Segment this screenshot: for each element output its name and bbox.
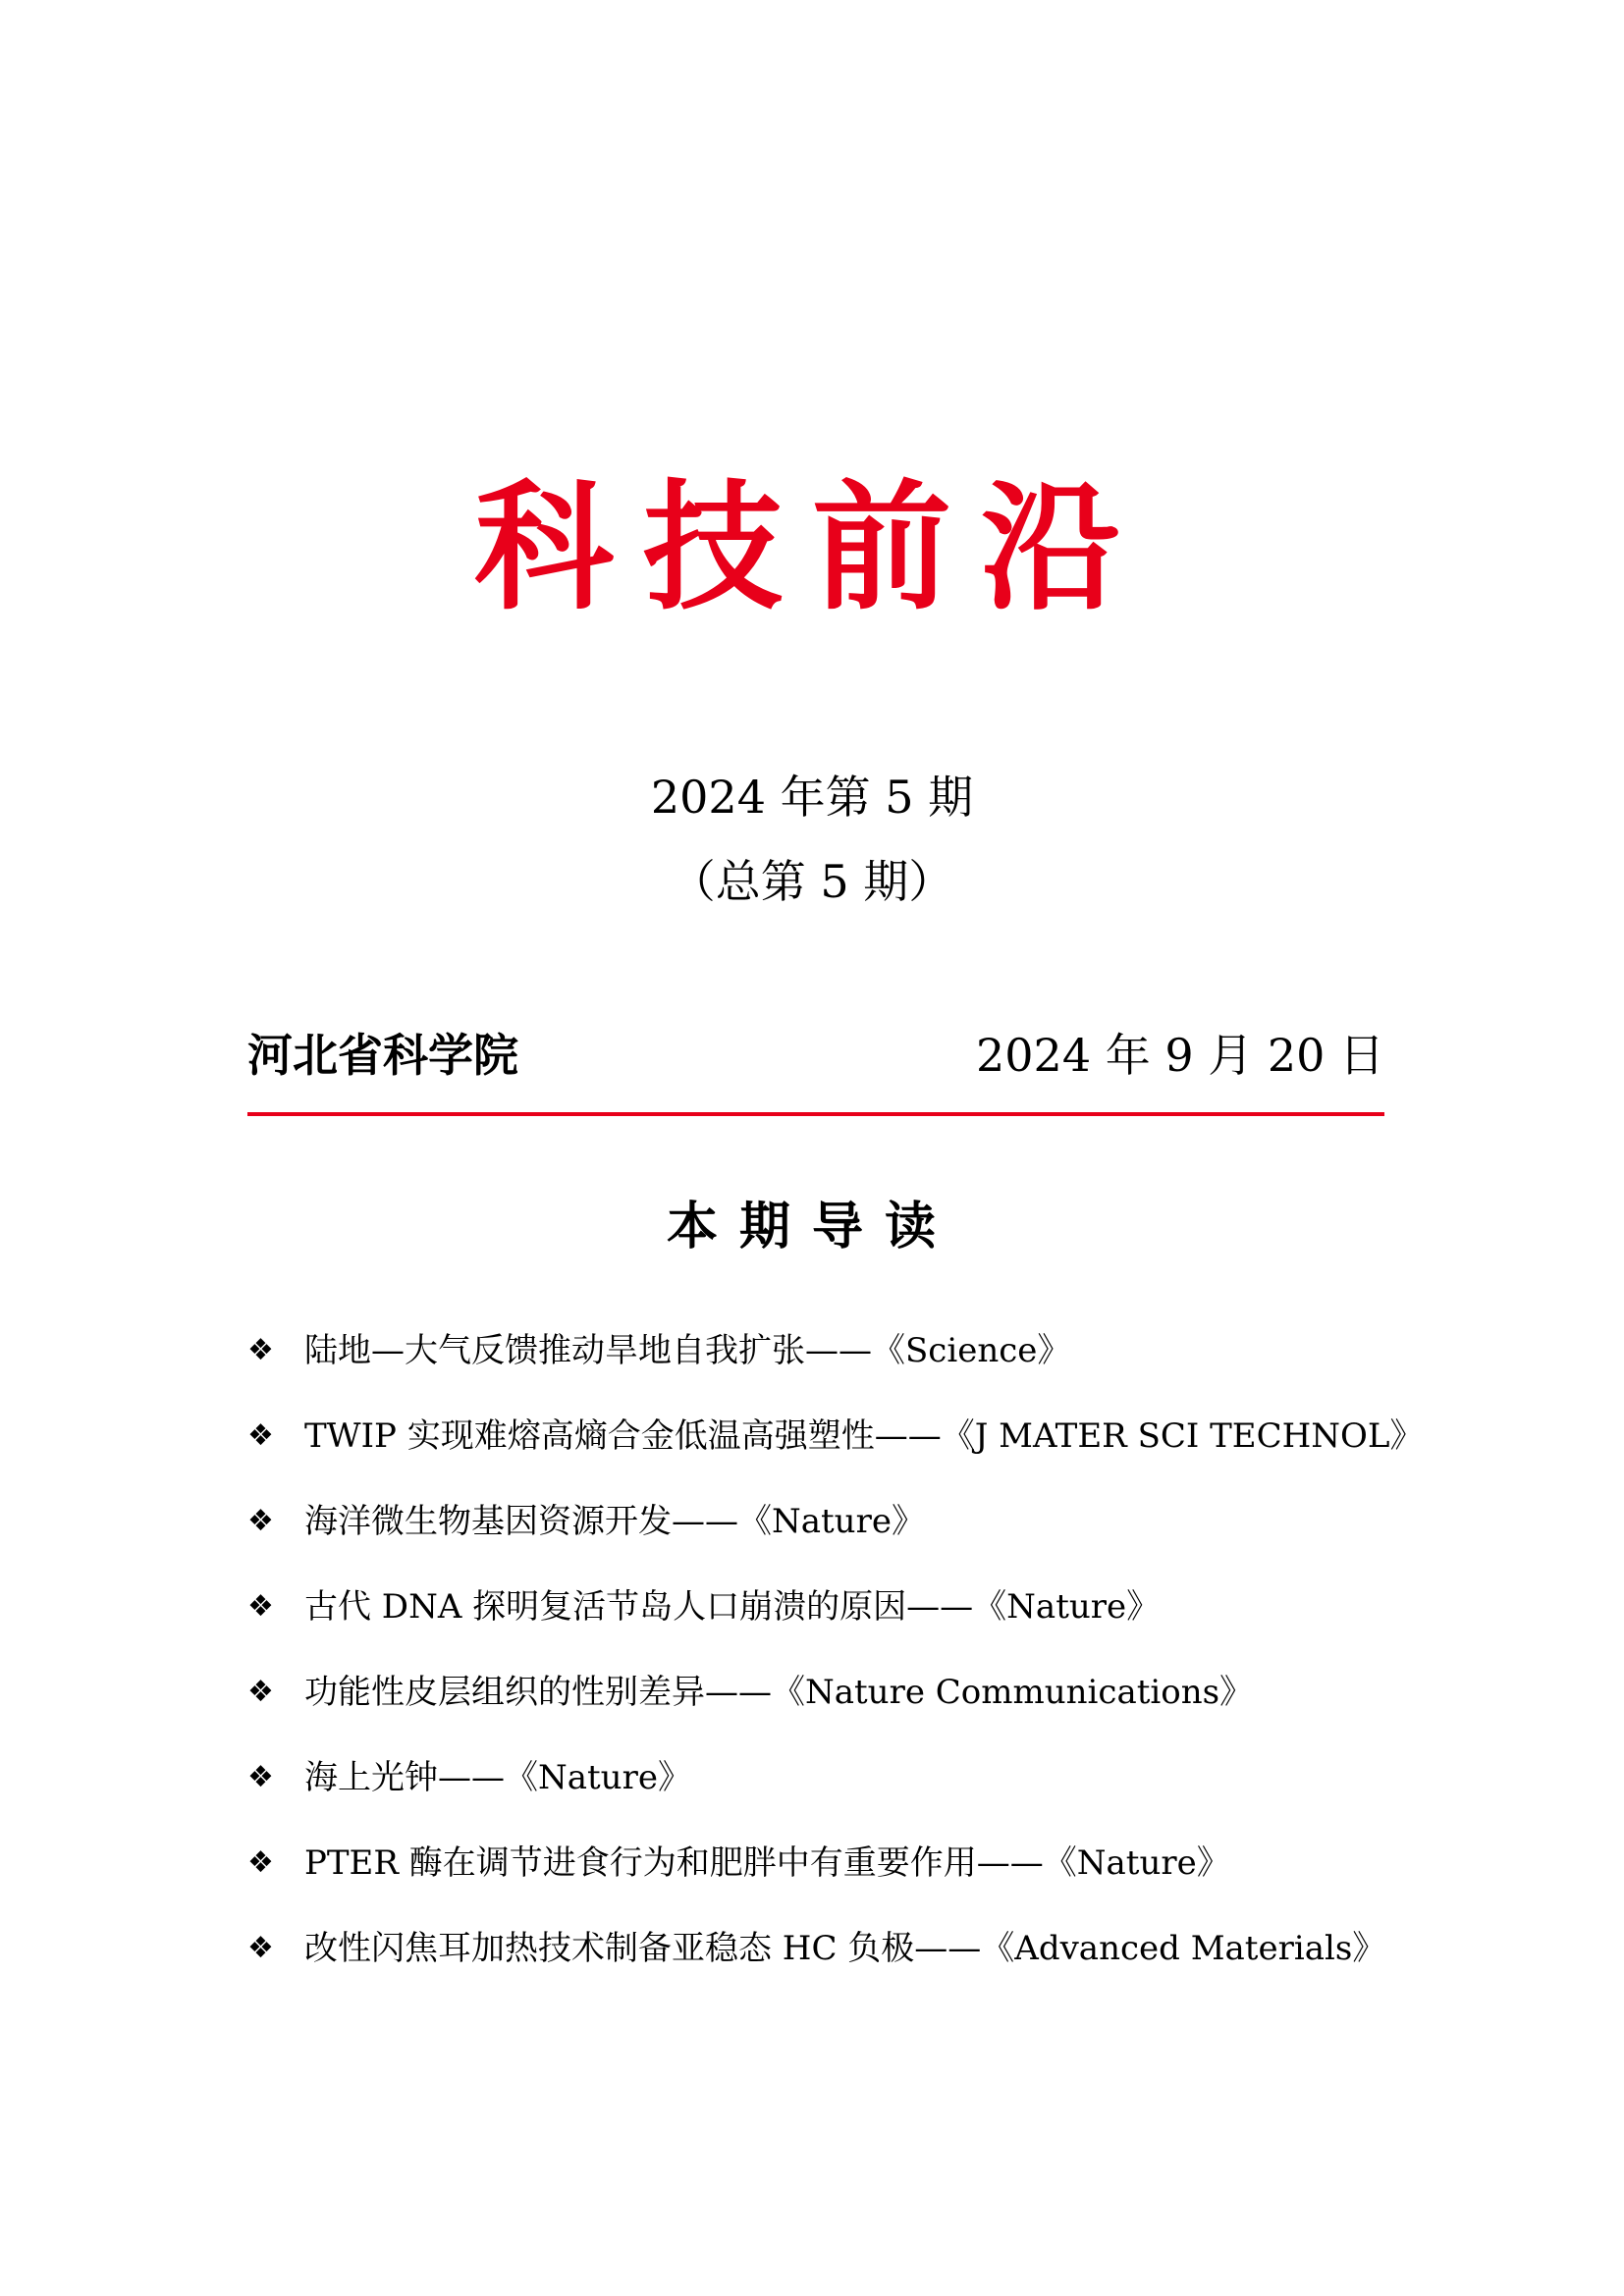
diamond-bullet-icon: ❖ (247, 1760, 274, 1794)
red-divider (247, 1112, 1384, 1116)
publisher-row (247, 1026, 1384, 1085)
diamond-bullet-icon: ❖ (247, 1504, 274, 1538)
list-item (247, 1577, 1384, 1663)
toc-item-text: 海上光钟——《Nature》 (304, 1758, 691, 1797)
publish-date: 2024 年 9 月 20 日 (976, 1029, 1384, 1082)
issue-number: 2024 年第 5 期 (650, 771, 974, 824)
list-item (247, 1407, 1424, 1492)
list-item (247, 1663, 1384, 1748)
toc-item-text: 古代 DNA 探明复活节岛人口崩溃的原因——《Nature》 (304, 1587, 1161, 1627)
list-item (247, 1748, 1384, 1834)
diamond-bullet-icon: ❖ (247, 1845, 274, 1880)
toc-item-text: PTER 酶在调节进食行为和肥胖中有重要作用——《Nature》 (304, 1843, 1230, 1883)
section-title: 本期导读 (666, 1197, 957, 1256)
toc-item-text: TWIP 实现难熔高熵合金低温高强塑性——《J MATER SCI TECHNOL》 (304, 1416, 1424, 1456)
list-item (247, 1919, 1384, 2004)
diamond-bullet-icon: ❖ (247, 1418, 274, 1453)
publisher-org: 河北省科学院 (247, 1029, 518, 1082)
diamond-bullet-icon: ❖ (247, 1589, 274, 1624)
issue-total-number: （总第 5 期） (670, 855, 954, 908)
toc-item-text: 陆地—大气反馈推动旱地自我扩张——《Science》 (304, 1331, 1071, 1370)
toc-item-text: 改性闪焦耳加热技术制备亚稳态 HC 负极——《Advanced Materials》 (304, 1929, 1386, 1968)
list-item (247, 1492, 1384, 1577)
diamond-bullet-icon: ❖ (247, 1931, 274, 1965)
toc-item-text: 功能性皮层组织的性别差异——《Nature Communications》 (304, 1673, 1254, 1712)
diamond-bullet-icon: ❖ (247, 1333, 274, 1367)
diamond-bullet-icon: ❖ (247, 1675, 274, 1709)
list-item (247, 1834, 1384, 1919)
masthead-title: 科技前沿 (474, 466, 1150, 629)
toc-item-text: 海洋微生物基因资源开发——《Nature》 (304, 1502, 925, 1541)
list-item (247, 1321, 1384, 1407)
table-of-contents (247, 1321, 1424, 2004)
